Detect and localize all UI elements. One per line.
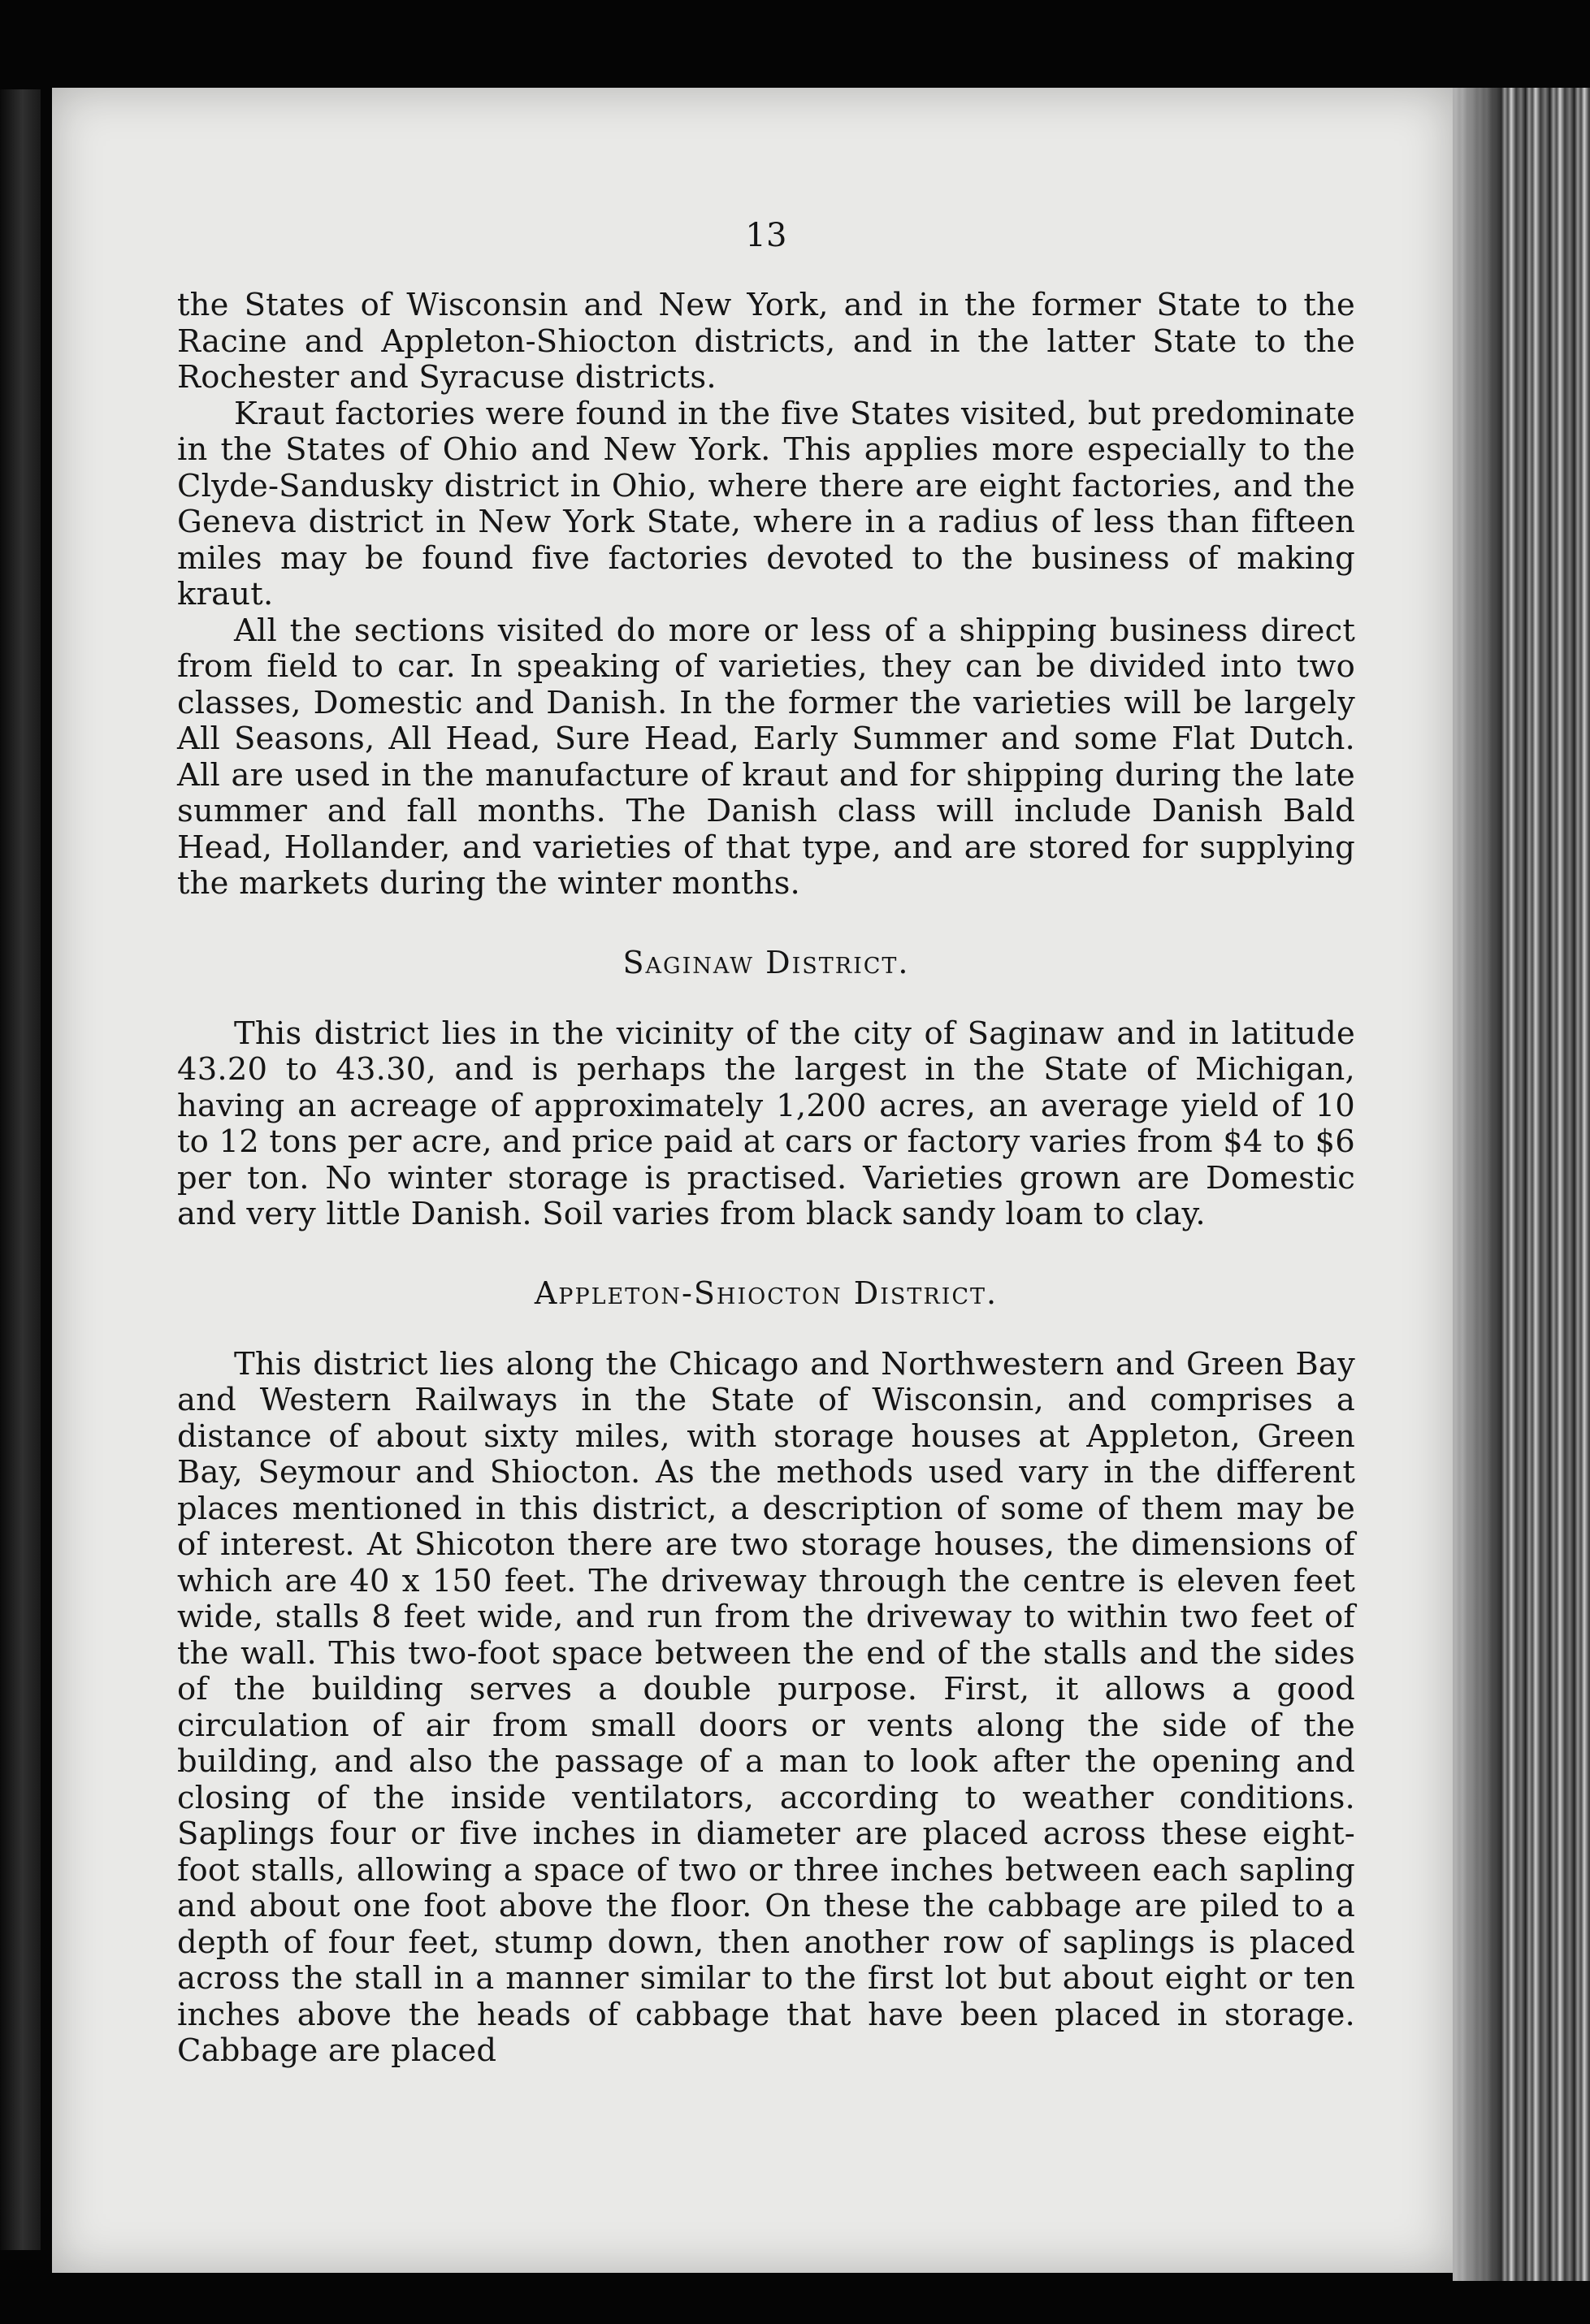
paragraph-shipping-varieties: All the sections visited do more or less of a shipping business direct from field to car. In speaking of varieties, they can be divided into two classes, Domestic and Danish. In the former the varieties will be largely All Seasons, All Head, Sure Head, Early Summer and some Flat Dutch. All are used in the manufacture of kraut and for shipping during the late summer and fall months. The Danish class will include Danish Bald Head, Hollander, and varieties of that type, and are stored for supplying the markets during the winter months. [177,612,1355,902]
section-heading-saginaw: Saginaw District. [622,944,910,980]
paragraph-kraut-factories: Kraut factories were found in the five States visited, but predominate in the States of Ohio and New York. This applies more especially to the Clyde-Sandusky district in Ohio, where there are eight factories, and the Geneva district in New York State, where in a radius of less than fifteen miles may be found five factories devoted to the business of making kraut. [177,395,1355,612]
page-content [177,218,1355,2070]
paragraph-saginaw: This district lies in the vicinity of the city of Saginaw and in latitude 43.20 to 43.30, and is perhaps the largest in the State of Michigan, having an acreage of approximately 1,200 acres, an average yield of 10 to 12 tons per acre, and price paid at cars or factory varies from $4 to $6 per ton. No winter storage is practised. Varieties grown are Domestic and very little Danish. Soil varies from black sandy loam to clay. [177,1015,1355,1232]
page-number: 13 [745,217,787,254]
section-heading-appleton-shiocton: Appleton-Shiocton District. [534,1275,999,1311]
paragraph-appleton-shiocton: This district lies along the Chicago and Northwestern and Green Bay and Western Railways in the State of Wisconsin, and comprises a distance of about sixty miles, with storage houses at Appleton, Green Bay, Seymour and Shiocton. As the methods used vary in the different places mentioned in this district, a description of some of them may be of interest. At Shicoton there are two storage houses, the dimensions of which are 40 x 150 feet. The driveway through the centre is eleven feet wide, stalls 8 feet wide, and run from the driveway to within two feet of the wall. This two-foot space between the end of the stalls and the sides of the building serves a double purpose. First, it allows a good circulation of air from small doors or vents along the side of the building, and also the passage of a man to look after the opening and closing of the inside ventilators, according to weather conditions. Saplings four or five inches in diameter are placed across these eight-foot stalls, allowing a space of two or three inches between each sapling and about one foot above the floor. On these the cabbage are piled to a depth of four feet, stump down, then another row of saplings is placed across the stall in a manner similar to the first lot but about eight or ten inches above the heads of cabbage that have been placed in storage. Cabbage are placed [177,1345,1355,2069]
book-binding-shadow [1453,88,1501,2281]
facing-page-edge [0,89,41,2250]
paragraph-intro-continuation: the States of Wisconsin and New York, and in the former State to the Racine and Appleton-Shiocton districts, and in the latter State to the Rochester and Syracuse districts. [177,287,1355,396]
